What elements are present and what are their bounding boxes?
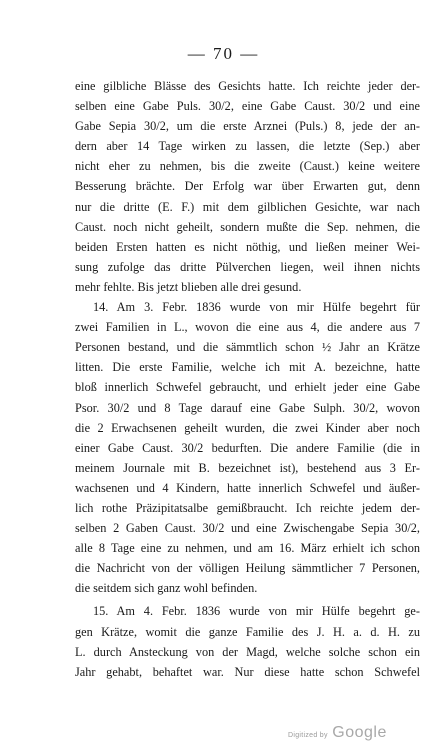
text-line: Jahr gehabt, behaftet war. Nur diese hatte schon Schwefel	[75, 664, 420, 679]
text-line: Besserung brächte. Der Erfolg war über Erwarten gut, denn	[75, 179, 420, 194]
paragraph-start-15: 15. Am 4. Febr. 1836 wurde von mir Hülfe begehrt ge-	[93, 604, 420, 619]
digitized-watermark	[288, 724, 387, 742]
text-line: beiden Ersten hatten es nicht nöthig, und ließen meiner Wei-	[75, 239, 420, 254]
page-number: — 70 —	[187, 44, 260, 63]
text-line: gen Krätze, womit die ganze Familie des J. H. a. d. H. zu	[75, 624, 420, 639]
text-line: lich rothe Präzipitatsalbe gemißbraucht. Ich reichte jedem der-	[75, 500, 420, 515]
text-line: einer Gabe Caust. 30/2 bedurften. Die andere Familie (die in	[75, 440, 420, 455]
text-line: dern aber 14 Tage wirken zu lassen, die letzte (Sep.) aber	[75, 139, 420, 154]
google-logo: Google	[332, 724, 387, 741]
text-line: Psor. 30/2 und 8 Tage darauf eine Gabe Sulph. 30/2, wovon	[75, 400, 420, 415]
text-line: wachsenen und 4 Kindern, hatte innerlich Schwefel und äußer-	[75, 480, 420, 495]
text-line: die seitdem sich ganz wohl befinden.	[75, 581, 258, 596]
text-line: L. durch Ansteckung von der Magd, welche solche schon ein	[75, 644, 420, 659]
text-line: sung zufolge das dritte Pülverchen liegen, weil ihnen nichts	[75, 259, 420, 274]
text-line: die Nachricht von der völligen Heilung sämmtlicher 7 Personen,	[75, 561, 420, 576]
text-line: mehr fehlte. Bis jetzt blieben alle drei gesund.	[75, 279, 302, 294]
text-line: selben 2 Gaben Caust. 30/2 und eine Zwischengabe Sepia 30/2,	[75, 521, 420, 536]
text-line: bloß innerlich Schwefel gebraucht, und erhielt jeder eine Gabe	[75, 380, 420, 395]
text-line: die 2 Erwachsenen geheilt wurden, die zwei Kinder aber noch	[75, 420, 420, 435]
text-line: eine gilbliche Blässe des Gesichts hatte. Ich reichte jeder der-	[75, 79, 420, 93]
text-line: Personen bestand, und die sämmtlich schon ½ Jahr an Krätze	[75, 340, 420, 355]
text-body	[75, 76, 420, 682]
text-line: meinem Journale mit B. bezeichnet ist), bestehend aus 3 Er-	[75, 460, 420, 475]
text-line: Caust. noch nicht geheilt, sondern mußte die Sep. nehmen, die	[75, 219, 420, 234]
text-line: alle 8 Tage eine zu nehmen, und am 16. März erhielt ich schon	[75, 541, 420, 556]
text-line: Gabe Sepia 30/2, um die erste Arznei (Puls.) 8, jede der an-	[75, 119, 420, 134]
text-line: selben eine Gabe Puls. 30/2, eine Gabe Caust. 30/2 und eine	[75, 99, 420, 114]
text-line: litten. Die erste Familie, welche ich mit A. bezeichne, hatte	[75, 360, 420, 375]
text-line: nicht eher zu nehmen, bis die zweite (Caust.) keine weitere	[75, 159, 420, 174]
text-line: nur die dritte (E. F.) mit dem gilblichen Gesichte, war nach	[75, 199, 420, 214]
text-line: zwei Familien in L., wovon die eine aus 4, die andere aus 7	[75, 320, 420, 335]
digitized-label: Digitized by	[288, 732, 328, 739]
paragraph-start-14: 14. Am 3. Febr. 1836 wurde von mir Hülfe begehrt für	[93, 300, 420, 315]
